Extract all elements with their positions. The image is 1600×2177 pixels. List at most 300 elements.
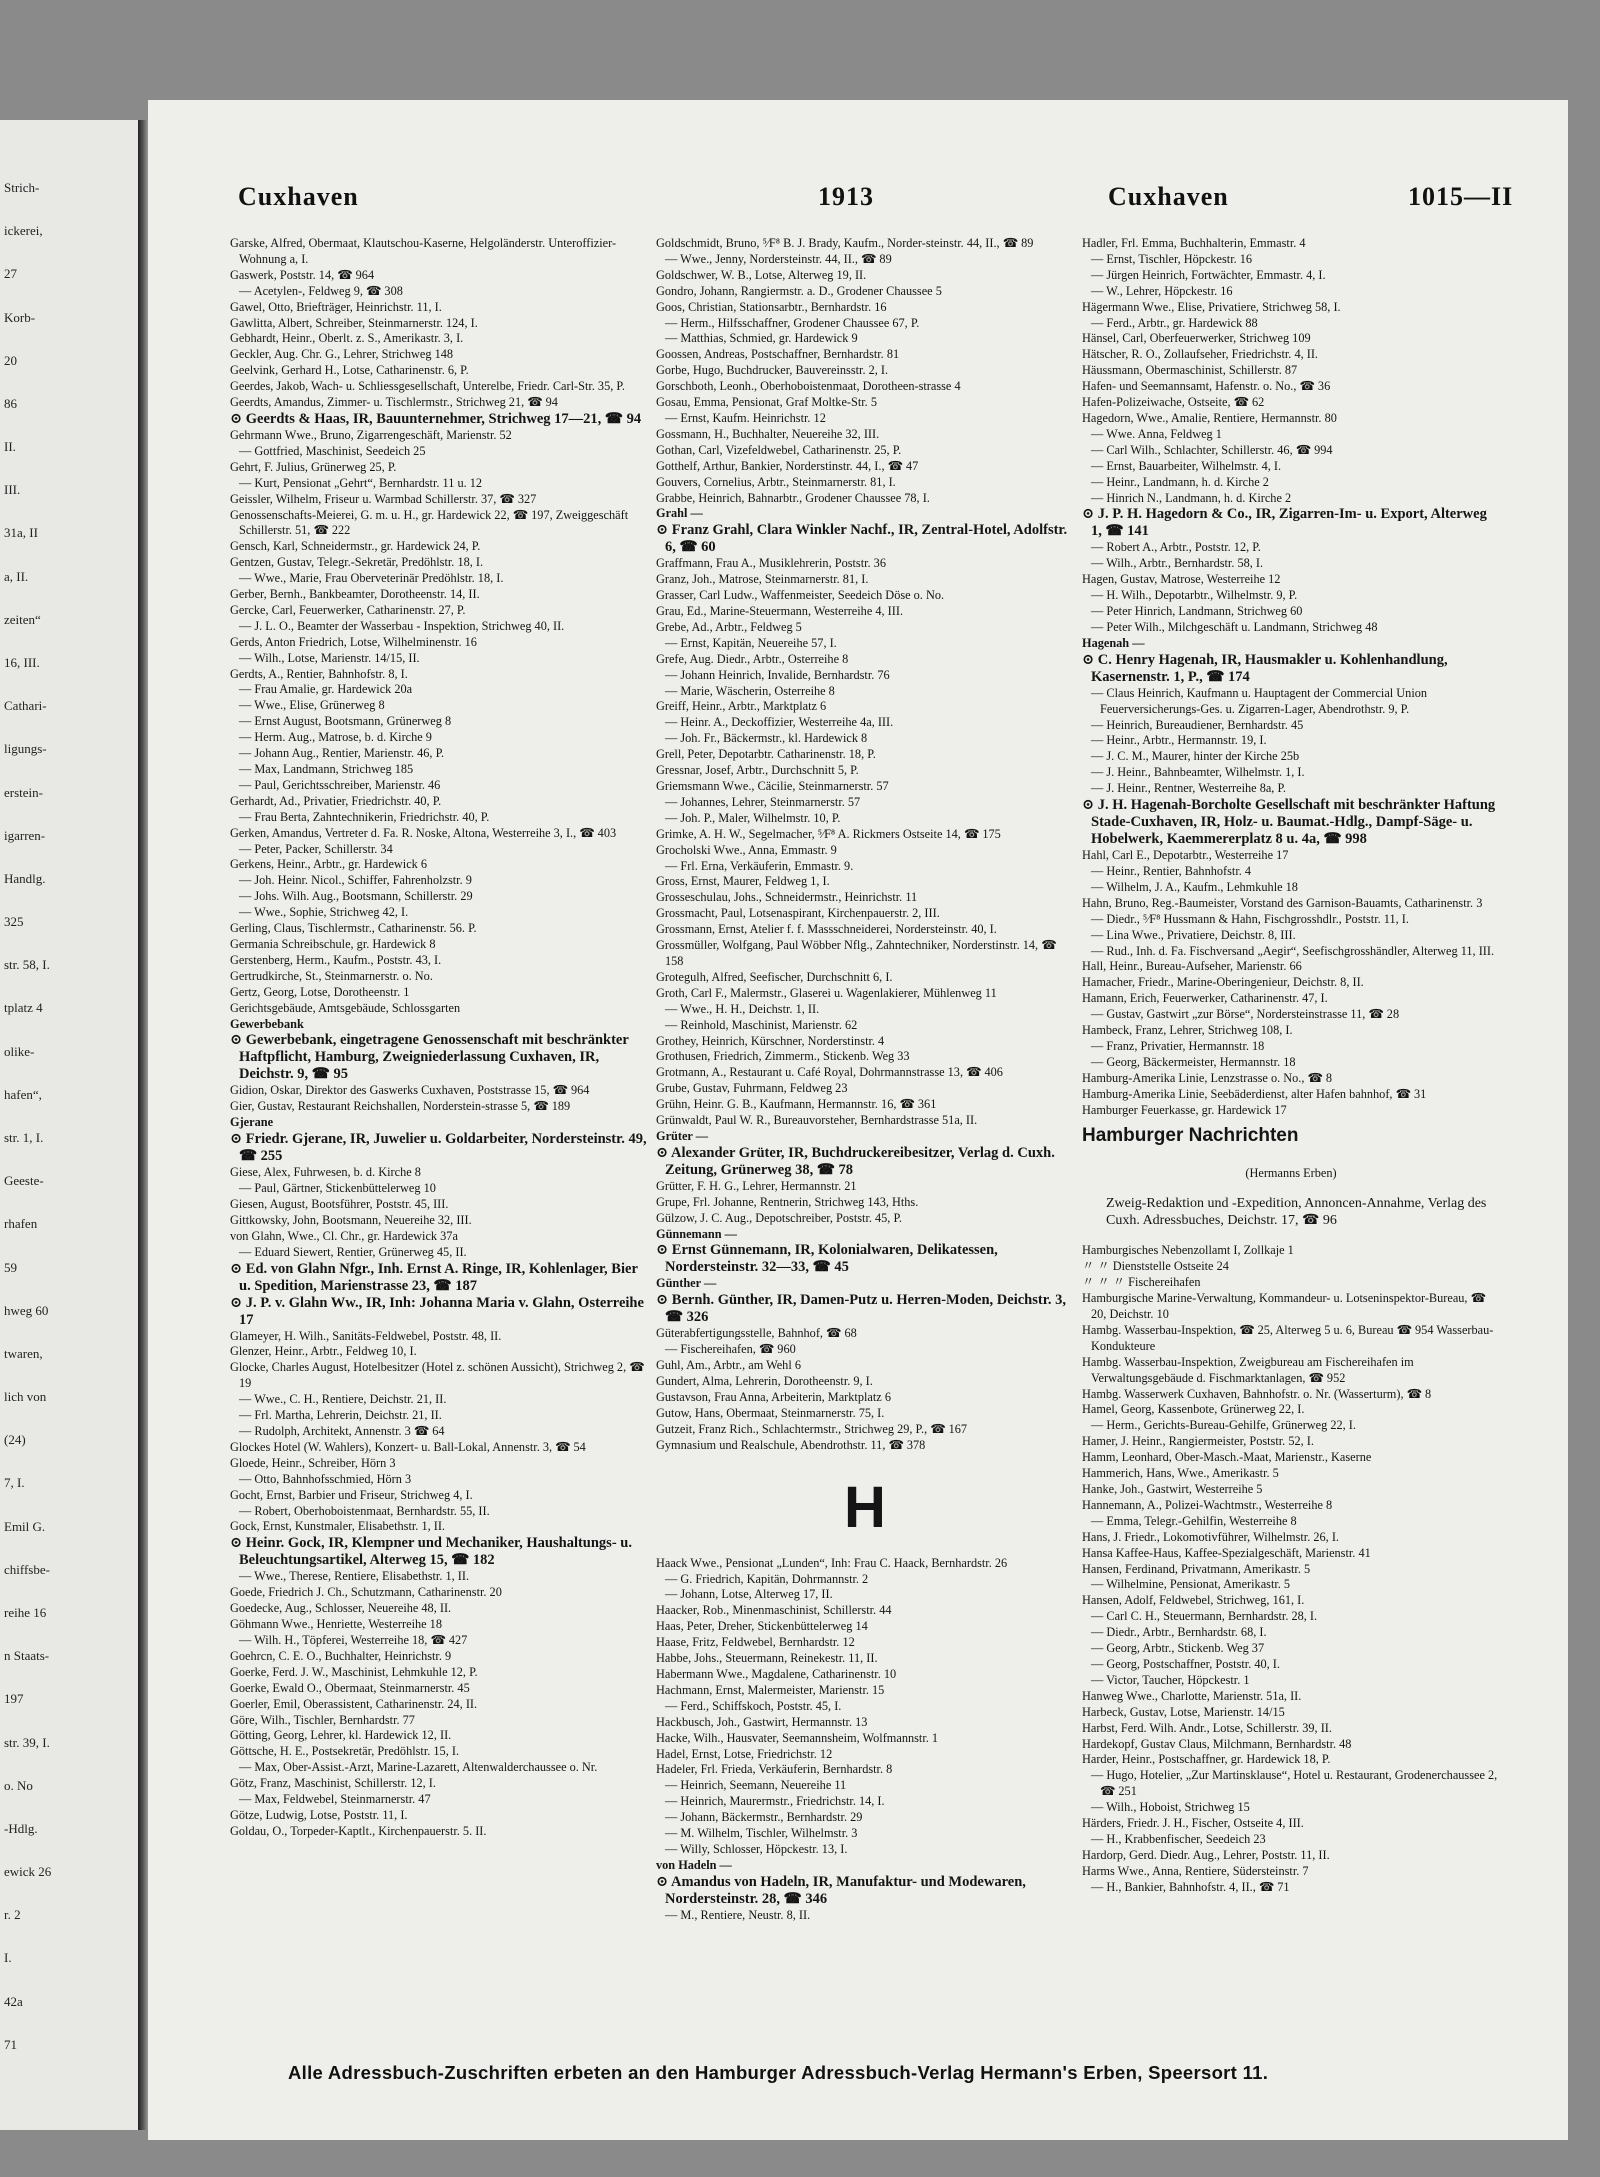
sub-entry: — Wwe., H. H., Deichstr. 1, II. bbox=[665, 1001, 820, 1016]
directory-entry: Grossmacht, Paul, Lotsenaspirant, Kirchenpauerstr. 2, III. bbox=[656, 906, 940, 921]
directory-entry: Goerler, Emil, Oberassistent, Catharinenstr. 24, II. bbox=[230, 1696, 478, 1711]
sub-entry: — Franz, Privatier, Hermannstr. 18 bbox=[1091, 1038, 1265, 1053]
sub-entry: — Victor, Taucher, Höpckestr. 1 bbox=[1091, 1672, 1250, 1687]
directory-entry: Hahl, Carl E., Depotarbtr., Westerreihe 17 bbox=[1082, 848, 1289, 863]
directory-entry: Göre, Wilh., Tischler, Bernhardstr. 77 bbox=[230, 1712, 415, 1727]
directory-entry: Gross, Ernst, Maurer, Feldweg 1, I. bbox=[656, 874, 830, 889]
sub-entry: — Ernst, Tischler, Höpckestr. 16 bbox=[1091, 251, 1253, 266]
left-page-text-fragment: str. 1, I. bbox=[4, 1130, 44, 1145]
directory-entry: Hafen- und Seemannsamt, Hafenstr. o. No., ☎ 36 bbox=[1082, 379, 1331, 394]
left-page-text-fragment: str. 58, I. bbox=[4, 957, 50, 973]
directory-entry: Grimke, A. H. W., Segelmacher, ⁵⁄F⁸ A. Rickmers Ostseite 14, ☎ 175 bbox=[656, 826, 1001, 841]
left-page-text-fragment: Emil G. bbox=[4, 1518, 46, 1534]
directory-entry: Gawlitta, Albert, Schreiber, Steinmarnerstr. 124, I. bbox=[230, 315, 478, 330]
directory-entry: Giese, Alex, Fuhrwesen, b. d. Kirche 8 bbox=[230, 1165, 421, 1180]
directory-entry: Göhmann Wwe., Henriette, Westerreihe 18 bbox=[230, 1617, 442, 1632]
sub-entry: — Johann Heinrich, Invalide, Bernhardstr. 76 bbox=[665, 667, 890, 682]
directory-entry: Hambeck, Franz, Lehrer, Strichweg 108, I. bbox=[1082, 1023, 1293, 1038]
directory-entry: Guhl, Am., Arbtr., am Wehl 6 bbox=[656, 1358, 801, 1373]
left-page-text-fragment: III. bbox=[4, 482, 21, 498]
directory-entry: Grabbe, Heinrich, Bahnarbtr., Grodener Chaussee 78, I. bbox=[656, 490, 930, 505]
sub-entry: — H., Krabbenfischer, Seedeich 23 bbox=[1091, 1831, 1266, 1846]
sub-entry: — M., Rentiere, Neustr. 8, II. bbox=[665, 1907, 811, 1922]
directory-entry: Güterabfertigungsstelle, Bahnhof, ☎ 68 bbox=[656, 1326, 857, 1341]
sub-entry: — Georg, Arbtr., Stickenb. Weg 37 bbox=[1091, 1641, 1265, 1656]
firm-heading: Günther — bbox=[656, 1276, 717, 1291]
sub-entry: — J. C. M., Maurer, hinter der Kirche 25b bbox=[1091, 749, 1300, 764]
left-page-text-fragment: 20 bbox=[4, 352, 17, 368]
directory-entry: Haack Wwe., Pensionat „Lunden“, Inh: Frau C. Haack, Bernhardstr. 26 bbox=[656, 1555, 1008, 1570]
sub-entry: — J. Heinr., Rentner, Westerreihe 8a, P. bbox=[1091, 781, 1286, 796]
sub-entry: — J. L. O., Beamter der Wasserbau - Inspektion, Strichweg 40, II. bbox=[239, 618, 565, 633]
sub-entry: — Rudolph, Architekt, Annenstr. 3 ☎ 64 bbox=[239, 1424, 445, 1438]
directory-entry: von Glahn, Wwe., Cl. Chr., gr. Hardewick 37a bbox=[230, 1228, 458, 1243]
firm-entry: ⊙ Gewerbebank, eingetragene Genossenschaft mit beschränkter Haftpflicht, Hamburg, Zweigniederlassung Cuxhaven, IR, Deichstr. 9, ☎ 95 bbox=[230, 1032, 629, 1083]
directory-entry: Gosau, Emma, Pensionat, Graf Moltke-Str. 5 bbox=[656, 395, 877, 410]
sub-entry: — Claus Heinrich, Kaufmann u. Hauptagent der Commercial Union Feuerversicherungs-Ges. u. Zigarren-Lager, Abendrothstr. 9, P. bbox=[1091, 685, 1428, 716]
sub-entry: — Johann Aug., Rentier, Marienstr. 46, P. bbox=[239, 746, 445, 761]
firm-entry: ⊙ Ed. von Glahn Nfgr., Inh. Ernst A. Ringe, IR, Kohlenlager, Bier u. Spedition, Marienstrasse 23, ☎ 187 bbox=[230, 1260, 638, 1294]
sub-entry: — Heinr. A., Deckoffizier, Westerreihe 4a, III. bbox=[665, 715, 894, 730]
sub-entry: — Ferd., Schiffskoch, Poststr. 45, I. bbox=[665, 1698, 842, 1713]
directory-entry: Gerds, Anton Friedrich, Lotse, Wilhelminenstr. 16 bbox=[230, 634, 477, 649]
column-3 bbox=[1082, 236, 1500, 2066]
sub-entry: — Hugo, Hotelier, „Zur Martinsklause“, Hotel u. Restaurant, Grodenerchaussee 2, ☎ 251 bbox=[1091, 1768, 1498, 1799]
directory-entry: Grebe, Ad., Arbtr., Feldweg 5 bbox=[656, 619, 802, 634]
directory-entry: Graffmann, Frau A., Musiklehrerin, Poststr. 36 bbox=[656, 556, 886, 571]
directory-entry: Grotmann, A., Restaurant u. Café Royal, Dohrmannstrasse 13, ☎ 406 bbox=[656, 1065, 1003, 1080]
directory-entry: Hagedorn, Wwe., Amalie, Rentiere, Hermannstr. 80 bbox=[1082, 410, 1337, 425]
sub-entry: — Rud., Inh. d. Fa. Fischversand „Aegir“, Seefischgrosshändler, Alterweg 11, III. bbox=[1091, 943, 1495, 958]
book-gutter bbox=[138, 120, 148, 2130]
sub-entry: — Max, Ober-Assist.-Arzt, Marine-Lazarett, Altenwalderchaussee o. Nr. bbox=[239, 1760, 598, 1775]
directory-entry: Geerdts, Amandus, Zimmer- u. Tischlermstr., Strichweg 21, ☎ 94 bbox=[230, 395, 558, 410]
directory-entry: Hachmann, Ernst, Malermeister, Marienstr. 15 bbox=[656, 1682, 885, 1697]
left-page-text-fragment: chiffsbe- bbox=[4, 1561, 50, 1577]
directory-entry: Grupe, Frl. Johanne, Rentnerin, Strichweg 143, Hths. bbox=[656, 1194, 919, 1209]
left-page-text-fragment: Strich- bbox=[4, 180, 40, 195]
sub-entry: — Wwe., Elise, Grünerweg 8 bbox=[239, 698, 385, 713]
directory-entry: Groth, Carl F., Malermstr., Glaserei u. Wagenlakierer, Mühlenweg 11 bbox=[656, 985, 997, 1000]
sub-entry: — J. Heinr., Bahnbeamter, Wilhelmstr. 1, I. bbox=[1091, 765, 1305, 780]
directory-entry: Glockes Hotel (W. Wahlers), Konzert- u. Ball-Lokal, Annenstr. 3, ☎ 54 bbox=[230, 1439, 586, 1454]
directory-entry: Hahn, Bruno, Reg.-Baumeister, Vorstand des Garnison-Bauamts, Catharinenstr. 3 bbox=[1082, 895, 1483, 910]
sub-entry: — M. Wilhelm, Tischler, Wilhelmstr. 3 bbox=[665, 1826, 858, 1841]
sub-entry: — Frau Amalie, gr. Hardewick 20a bbox=[239, 682, 413, 697]
sub-entry: — Georg, Postschaffner, Poststr. 40, I. bbox=[1091, 1656, 1280, 1671]
advert-body: Zweig-Redaktion und -Expedition, Annoncen-Annahme, Verlag des Cuxh. Adressbuches, Deichstr. 17, ☎ 96 bbox=[1106, 1196, 1487, 1229]
directory-entry: Grothey, Heinrich, Kürschner, Norderstinstr. 4 bbox=[656, 1033, 885, 1048]
directory-entry: 〃 〃 Dienststelle Ostseite 24 bbox=[1082, 1259, 1229, 1274]
sub-entry: — Acetylen-, Feldweg 9, ☎ 308 bbox=[239, 283, 403, 298]
directory-entry: Gittkowsky, John, Bootsmann, Neuereihe 32, III. bbox=[230, 1212, 472, 1227]
sub-entry: — Gustav, Gastwirt „zur Börse“, Nordersteinstrasse 11, ☎ 28 bbox=[1091, 1007, 1400, 1022]
directory-entry: Genossenschafts-Meierei, G. m. u. H., gr. Hardewick 22, ☎ 197, Zweiggeschäft Schillerstr. 51, ☎ 222 bbox=[230, 507, 629, 538]
left-page-text-fragment: II. bbox=[4, 439, 16, 455]
directory-entry: Gertrudkirche, St., Steinmarnerstr. o. No. bbox=[230, 968, 433, 983]
sub-entry: — Robert, Oberhoboistenmaat, Bernhardstr. 55, II. bbox=[239, 1503, 490, 1518]
directory-entry: Götting, Georg, Lehrer, kl. Hardewick 12, II. bbox=[230, 1728, 452, 1743]
directory-entry: Hanke, Joh., Gastwirt, Westerreihe 5 bbox=[1082, 1482, 1263, 1496]
directory-entry: Glameyer, H. Wilh., Sanitäts-Feldwebel, Poststr. 48, II. bbox=[230, 1328, 502, 1343]
sub-entry: — Wilh. H., Töpferei, Westerreihe 18, ☎ 427 bbox=[239, 1632, 468, 1647]
directory-entry: Harbst, Ferd. Wilh. Andr., Lotse, Schillerstr. 39, II. bbox=[1082, 1720, 1332, 1735]
page-footer-notice: Alle Adressbuch-Zuschriften erbeten an den Hamburger Adressbuch-Verlag Hermann's Erben, Speersort 11. bbox=[288, 2062, 1269, 2083]
directory-entry: Gutow, Hans, Obermaat, Steinmarnerstr. 75, I. bbox=[656, 1405, 885, 1420]
directory-entry: Geckler, Aug. Chr. G., Lehrer, Strichweg 148 bbox=[230, 347, 454, 362]
sub-entry: — Johann, Bäckermstr., Bernhardstr. 29 bbox=[665, 1810, 863, 1825]
directory-entry: Goedecke, Aug., Schlosser, Neuereihe 48, II. bbox=[230, 1601, 452, 1616]
directory-entry: Grasser, Carl Ludw., Waffenmeister, Seedeich Döse o. No. bbox=[656, 588, 945, 603]
directory-entry: Hans, J. Friedr., Lokomotivführer, Wilhelmstr. 26, I. bbox=[1082, 1529, 1339, 1544]
directory-entry: Hamann, Erich, Feuerwerker, Catharinenstr. 47, I. bbox=[1082, 991, 1328, 1006]
directory-entry: Gymnasium und Realschule, Abendrothstr. 11, ☎ 378 bbox=[656, 1437, 926, 1452]
sub-entry: — Heinrich, Bureaudiener, Bernhardstr. 45 bbox=[1091, 717, 1304, 732]
left-page-text-fragment: a, II. bbox=[4, 568, 29, 584]
directory-entry: Gouvers, Cornelius, Arbtr., Steinmarnerstr. 81, I. bbox=[656, 474, 896, 489]
directory-entry: Hamburger Feuerkasse, gr. Hardewick 17 bbox=[1082, 1102, 1287, 1117]
directory-entry: Gorbe, Hugo, Buchdrucker, Bauvereinsstr. 2, I. bbox=[656, 363, 889, 378]
firm-entry: ⊙ Friedr. Gjerane, IR, Juwelier u. Goldarbeiter, Nordersteinstr. 49, ☎ 255 bbox=[230, 1131, 647, 1165]
directory-entry: Gocht, Ernst, Barbier und Friseur, Strichweg 4, I. bbox=[230, 1487, 473, 1502]
sub-entry: — Carl C. H., Steuermann, Bernhardstr. 28, I. bbox=[1091, 1609, 1318, 1624]
left-page-fragment bbox=[0, 120, 141, 2130]
sub-entry: — Herm. Aug., Matrose, b. d. Kirche 9 bbox=[239, 730, 432, 745]
left-page-text-fragment: tplatz 4 bbox=[4, 1000, 43, 1016]
sub-entry: — Diedr., ⁵⁄F⁸ Hussmann & Hahn, Fischgrosshdlr., Poststr. 11, I. bbox=[1091, 911, 1409, 926]
left-page-text-fragment: ligungs- bbox=[4, 741, 47, 757]
left-page-text-fragment: rhafen bbox=[4, 1216, 38, 1232]
left-page-text-fragment: zeiten“ bbox=[4, 611, 41, 627]
directory-entry: Göttsche, H. E., Postsekretär, Predöhlstr. 15, I. bbox=[230, 1744, 460, 1759]
sub-entry: — Emma, Telegr.-Gehilfin, Westerreihe 8 bbox=[1091, 1513, 1297, 1528]
directory-entry: Goldschwer, W. B., Lotse, Alterweg 19, II. bbox=[656, 267, 867, 282]
firm-heading: von Hadeln — bbox=[656, 1857, 732, 1872]
directory-entry: Hamburgische Marine-Verwaltung, Kommandeur- u. Lotseninspektor-Bureau, ☎ 20, Deichstr. 10 bbox=[1082, 1291, 1486, 1322]
directory-entry: Harbeck, Gustav, Lotse, Marienstr. 14/15 bbox=[1082, 1704, 1285, 1719]
directory-entry: Hall, Heinr., Bureau-Aufseher, Marienstr. 66 bbox=[1082, 959, 1302, 974]
sub-entry: — Heinrich, Seemann, Neuereihe 11 bbox=[665, 1778, 847, 1793]
left-page-text-fragment: hweg 60 bbox=[4, 1302, 49, 1318]
directory-entry: Goldau, O., Torpeder-Kaptlt., Kirchenpauerstr. 5. II. bbox=[230, 1823, 487, 1838]
directory-entry: Hadel, Ernst, Lotse, Friedrichstr. 12 bbox=[656, 1746, 833, 1761]
sub-entry: — Max, Landmann, Strichweg 185 bbox=[239, 762, 414, 776]
directory-entry: Hambg. Wasserwerk Cuxhaven, Bahnhofstr. o. Nr. (Wasserturm), ☎ 8 bbox=[1082, 1386, 1432, 1401]
directory-entry: Gerken, Amandus, Vertreter d. Fa. R. Noske, Altona, Westerreihe 3, I., ☎ 403 bbox=[230, 825, 617, 840]
firm-entry: ⊙ J. H. Hagenah-Borcholte Gesellschaft mit beschränkter Haftung Stade-Cuxhaven, IR, Holz- u. Baumat.-Hdlg., Dampf-Säge- u. Hobelwerk, Kaemmererplatz 8 u. 4a, ☎ 998 bbox=[1082, 797, 1496, 848]
sub-entry: — Wilh., Lotse, Marienstr. 14/15, II. bbox=[239, 650, 420, 665]
advert-title: Hamburger Nachrichten bbox=[1082, 1124, 1299, 1146]
firm-entry: ⊙ J. P. v. Glahn Ww., IR, Inh: Johanna Maria v. Glahn, Osterreihe 17 bbox=[230, 1294, 644, 1328]
left-page-text-fragment: 42a bbox=[4, 1993, 23, 2009]
column-2 bbox=[656, 236, 1074, 2066]
page-header bbox=[238, 182, 1558, 218]
directory-entry: Geissler, Wilhelm, Friseur u. Warmbad Schillerstr. 37, ☎ 327 bbox=[230, 491, 537, 506]
sub-entry: — Wwe., Jenny, Nordersteinstr. 44, II., ☎ 89 bbox=[665, 251, 892, 266]
directory-entry: Haase, Fritz, Feldwebel, Bernhardstr. 12 bbox=[656, 1635, 855, 1650]
left-page-text-fragment: 59 bbox=[4, 1259, 17, 1275]
left-page-text-fragment: Geeste- bbox=[4, 1173, 44, 1189]
directory-entry: Gressnar, Josef, Arbtr., Durchschnitt 5, P. bbox=[656, 763, 859, 778]
directory-entry: Grünwaldt, Paul W. R., Bureauvorsteher, Bernhardstrasse 51a, II. bbox=[656, 1113, 978, 1128]
directory-entry: Hanweg Wwe., Charlotte, Marienstr. 51a, II. bbox=[1082, 1688, 1302, 1703]
left-page-text-fragment: twaren, bbox=[4, 1345, 43, 1361]
left-page-text-fragment: 325 bbox=[4, 914, 24, 930]
directory-entry: Gerkens, Heinr., Arbtr., gr. Hardewick 6 bbox=[230, 857, 428, 872]
sub-entry: — Eduard Siewert, Rentier, Grünerweg 45, II. bbox=[239, 1244, 467, 1259]
directory-entry: Grefe, Aug. Diedr., Arbtr., Osterreihe 8 bbox=[656, 651, 849, 666]
directory-entry: Griemsmann Wwe., Cäcilie, Steinmarnerstr. 57 bbox=[656, 779, 889, 793]
left-page-text-fragment: 7, I. bbox=[4, 1475, 25, 1491]
left-page-text-fragment: 27 bbox=[4, 266, 17, 282]
left-page-text-fragment: igarren- bbox=[4, 827, 46, 843]
directory-entry: Hansen, Adolf, Feldwebel, Strichweg, 161, I. bbox=[1082, 1593, 1305, 1608]
directory-entry: Gidion, Oskar, Direktor des Gaswerks Cuxhaven, Poststrasse 15, ☎ 964 bbox=[230, 1083, 590, 1098]
directory-entry: Goossen, Andreas, Postschaffner, Bernhardstr. 81 bbox=[656, 347, 900, 362]
directory-entry: Garske, Alfred, Obermaat, Klautschou-Kaserne, Helgoländerstr. Unteroffizier-Wohnung a, I. bbox=[230, 236, 617, 266]
directory-entry: Glenzer, Heinr., Arbtr., Feldweg 10, I. bbox=[230, 1344, 417, 1359]
sub-entry: — Peter, Packer, Schillerstr. 34 bbox=[239, 841, 393, 856]
directory-entry: Hagen, Gustav, Matrose, Westerreihe 12 bbox=[1082, 572, 1281, 587]
sub-entry: — Otto, Bahnhofsschmied, Hörn 3 bbox=[239, 1471, 412, 1486]
sub-entry: — Heinrich, Maurermstr., Friedrichstr. 14, I. bbox=[665, 1794, 885, 1809]
sub-entry: — Wilh., Hoboist, Strichweg 15 bbox=[1091, 1800, 1250, 1815]
sub-entry: — Wwe. Anna, Feldweg 1 bbox=[1091, 426, 1222, 441]
left-page-text-fragment: olike- bbox=[4, 1043, 35, 1059]
directory-entry: Gehrmann Wwe., Bruno, Zigarrengeschäft, Marienstr. 52 bbox=[230, 427, 512, 442]
firm-heading: Grüter — bbox=[656, 1128, 709, 1143]
sub-entry: — Johann, Lotse, Alterweg 17, II. bbox=[665, 1587, 833, 1602]
firm-heading: Grahl — bbox=[656, 506, 703, 521]
directory-entry: Hackbusch, Joh., Gastwirt, Hermannstr. 13 bbox=[656, 1714, 868, 1729]
directory-entry: Gerber, Bernh., Bankbeamter, Dorotheenstr. 14, II. bbox=[230, 587, 480, 602]
left-page-text-fragment: 197 bbox=[4, 1691, 24, 1707]
directory-entry: Hacke, Wilh., Hausvater, Seemannsheim, Wolfmannstr. 1 bbox=[656, 1730, 939, 1745]
directory-entry: Gawel, Otto, Briefträger, Heinrichstr. 11, I. bbox=[230, 299, 442, 314]
directory-entry: Giesen, August, Bootsführer, Poststr. 45, III. bbox=[230, 1196, 449, 1211]
sub-entry: — Carl Wilh., Schlachter, Schillerstr. 46, ☎ 994 bbox=[1091, 442, 1333, 457]
sub-entry: — Lina Wwe., Privatiere, Deichstr. 8, III. bbox=[1091, 927, 1296, 942]
sub-entry: — Diedr., Arbtr., Bernhardstr. 68, I. bbox=[1091, 1625, 1267, 1640]
sub-entry: — Herm., Gerichts-Bureau-Gehilfe, Grünerweg 22, I. bbox=[1091, 1418, 1356, 1433]
sub-entry: — Paul, Gerichtsschreiber, Marienstr. 46 bbox=[239, 777, 441, 792]
directory-entry: Gerdts, A., Rentier, Bahnhofstr. 8, I. bbox=[230, 666, 408, 681]
directory-entry: Häussmann, Obermaschinist, Schillerstr. 87 bbox=[1082, 363, 1298, 378]
directory-page bbox=[148, 100, 1568, 2140]
firm-entry: ⊙ Alexander Grüter, IR, Buchdruckereibesitzer, Verlag d. Cuxh. Zeitung, Grünerweg 38, ☎ 78 bbox=[656, 1144, 1055, 1178]
left-page-text-fragment: ickerei, bbox=[4, 223, 43, 239]
firm-entry: ⊙ Bernh. Günther, IR, Damen-Putz u. Herren-Moden, Deichstr. 3, ☎ 326 bbox=[656, 1292, 1066, 1326]
sub-entry: — Max, Feldwebel, Steinmarnerstr. 47 bbox=[239, 1792, 431, 1807]
directory-entry: Hamburg-Amerika Linie, Lenzstrasse o. No., ☎ 8 bbox=[1082, 1070, 1333, 1085]
sub-entry: — Wwe., Sophie, Strichweg 42, I. bbox=[239, 905, 409, 920]
directory-entry: Glocke, Charles August, Hotelbesitzer (Hotel z. schönen Aussicht), Strichweg 2, ☎ 19 bbox=[230, 1360, 645, 1391]
sub-entry: — Ernst, Kapitän, Neuereihe 57, I. bbox=[665, 635, 837, 650]
directory-entry: Grothusen, Friedrich, Zimmerm., Stickenb. Weg 33 bbox=[656, 1049, 910, 1064]
sub-entry: — Frl. Martha, Lehrerin, Deichstr. 21, II. bbox=[239, 1408, 442, 1423]
directory-entry: Hänsel, Carl, Oberfeuerwerker, Strichweg 109 bbox=[1082, 331, 1311, 346]
directory-entry: Grube, Gustav, Fuhrmann, Feldweg 23 bbox=[656, 1081, 848, 1096]
sub-entry: — Herm., Hilfsschaffner, Grodener Chaussee 67, P. bbox=[665, 315, 920, 330]
sub-entry: — Ferd., Arbtr., gr. Hardewick 88 bbox=[1091, 315, 1258, 330]
firm-entry: ⊙ C. Henry Hagenah, IR, Hausmakler u. Kohlenhandlung, Kasernenstr. 1, P., ☎ 174 bbox=[1082, 651, 1448, 685]
sub-entry: — Johs. Wilh. Aug., Bootsmann, Schillerstr. 29 bbox=[239, 889, 473, 904]
directory-entry: Hardorp, Gerd. Diedr. Aug., Lehrer, Poststr. 11, II. bbox=[1082, 1847, 1330, 1862]
directory-entry: Grossmüller, Wolfgang, Paul Wöbber Nflg., Zahntechniker, Norderstinstr. 14, ☎ 158 bbox=[656, 938, 1057, 968]
sub-entry: — Joh. Heinr. Nicol., Schiffer, Fahrenholzstr. 9 bbox=[239, 873, 472, 888]
sub-entry: — Wilhelmine, Pensionat, Amerikastr. 5 bbox=[1091, 1577, 1291, 1592]
sub-entry: — Peter Hinrich, Landmann, Strichweg 60 bbox=[1091, 604, 1303, 619]
directory-entry: Goehrcn, C. E. O., Buchhalter, Heinrichstr. 9 bbox=[230, 1648, 452, 1663]
left-page-text-fragment: str. 39, I. bbox=[4, 1734, 50, 1750]
directory-entry: Gehrt, F. Julius, Grünerweg 25, P. bbox=[230, 459, 397, 474]
directory-entry: Götze, Ludwig, Lotse, Poststr. 11, I. bbox=[230, 1807, 408, 1822]
header-right-town: Cuxhaven bbox=[1108, 182, 1229, 211]
sub-entry: — Peter Wilh., Milchgeschäft u. Landmann, Strichweg 48 bbox=[1091, 619, 1378, 634]
directory-entry: Gertz, Georg, Lotse, Dorotheenstr. 1 bbox=[230, 984, 410, 999]
sub-entry: — Robert A., Arbtr., Poststr. 12, P. bbox=[1091, 540, 1261, 555]
sub-entry: — Ernst, Bauarbeiter, Wilhelmstr. 4, I. bbox=[1091, 458, 1282, 473]
directory-entry: Gondro, Johann, Rangiermstr. a. D., Grodener Chaussee 5 bbox=[656, 283, 942, 298]
directory-entry: Haas, Peter, Dreher, Stickenbüttelerweg 14 bbox=[656, 1619, 868, 1634]
directory-entry: Hambg. Wasserbau-Inspektion, Zweigbureau am Fischereihafen im Verwaltungsgebäude d. Fischmarktanlagen, ☎ 952 bbox=[1082, 1354, 1414, 1385]
directory-entry: Gülzow, J. C. Aug., Depotschreiber, Poststr. 45, P. bbox=[656, 1210, 903, 1225]
directory-entry: Hansen, Ferdinand, Privatmann, Amerikastr. 5 bbox=[1082, 1561, 1311, 1576]
directory-entry: Grosseschulau, Johs., Schneidermstr., Heinrichstr. 11 bbox=[656, 890, 918, 905]
sub-entry: — Kurt, Pensionat „Gehrt“, Bernhardstr. 11 u. 12 bbox=[239, 475, 483, 490]
firm-heading: Gjerane bbox=[230, 1115, 274, 1130]
directory-entry: Goede, Friedrich J. Ch., Schutzmann, Catharinenstr. 20 bbox=[230, 1585, 502, 1600]
left-page-text-fragment: lich von bbox=[4, 1389, 47, 1405]
firm-heading: Hagenah — bbox=[1082, 635, 1145, 650]
directory-entry: Geerdes, Jakob, Wach- u. Schliessgesellschaft, Unterelbe, Friedr. Carl-Str. 35, P. bbox=[230, 379, 625, 394]
column-1 bbox=[230, 236, 648, 2066]
sub-entry: — Wwe., Therese, Rentiere, Elisabethstr. 1, II. bbox=[239, 1569, 470, 1584]
sub-entry: — Reinhold, Maschinist, Marienstr. 62 bbox=[665, 1017, 858, 1032]
sub-entry: — Willy, Schlosser, Höpckestr. 13, I. bbox=[665, 1841, 848, 1856]
directory-entry: Grau, Ed., Marine-Steuermann, Westerreihe 4, III. bbox=[656, 604, 904, 619]
left-page-text-fragment: -Hdlg. bbox=[4, 1820, 38, 1836]
sub-entry: — Ernst August, Bootsmann, Grünerweg 8 bbox=[239, 714, 452, 729]
directory-entry: Goldschmidt, Bruno, ⁵⁄F⁸ B. J. Brady, Kaufm., Norder-steinstr. 44, II., ☎ 89 bbox=[656, 236, 1034, 250]
firm-entry: ⊙ Franz Grahl, Clara Winkler Nachf., IR, Zentral-Hotel, Adolfstr. 6, ☎ 60 bbox=[656, 522, 1068, 556]
directory-entry: Gothan, Carl, Vizefeldwebel, Catharinenstr. 25, P. bbox=[656, 442, 902, 457]
sub-entry: — Gottfried, Maschinist, Seedeich 25 bbox=[239, 443, 426, 458]
directory-entry: Gier, Gustav, Restaurant Reichshallen, Norderstein-strasse 5, ☎ 189 bbox=[230, 1099, 571, 1114]
sub-entry: — Joh. Fr., Bäckermstr., kl. Hardewick 8 bbox=[665, 731, 868, 746]
sub-entry: — Joh. P., Maler, Wilhelmstr. 10, P. bbox=[665, 810, 841, 825]
sub-entry: — Wwe., C. H., Rentiere, Deichstr. 21, II. bbox=[239, 1392, 447, 1407]
left-page-text-fragment: ewick 26 bbox=[4, 1864, 52, 1880]
directory-entry: Germania Schreibschule, gr. Hardewick 8 bbox=[230, 936, 436, 951]
directory-entry: Geelvink, Gerhard H., Lotse, Catharinenstr. 6, P. bbox=[230, 363, 469, 378]
header-left-town: Cuxhaven bbox=[238, 182, 359, 211]
firm-entry: ⊙ Amandus von Hadeln, IR, Manufaktur- und Modewaren, Nordersteinstr. 28, ☎ 346 bbox=[656, 1873, 1026, 1907]
sub-entry: — Hinrich N., Landmann, h. d. Kirche 2 bbox=[1091, 490, 1292, 505]
left-page-text-fragment: hafen“, bbox=[4, 1086, 42, 1102]
directory-entry: Gotthelf, Arthur, Bankier, Norderstinstr. 44, I., ☎ 47 bbox=[656, 458, 919, 473]
directory-entry: Harms Wwe., Anna, Rentiere, Südersteinstr. 7 bbox=[1082, 1863, 1309, 1878]
directory-entry: Gorschboth, Leonh., Oberhoboistenmaat, Dorotheen-strasse 4 bbox=[656, 379, 961, 394]
firm-entry: ⊙ Geerdts & Haas, IR, Bauunternehmer, Strichweg 17—21, ☎ 94 bbox=[230, 410, 642, 427]
directory-entry: Gaswerk, Poststr. 14, ☎ 964 bbox=[230, 267, 375, 282]
section-letter-heading: H bbox=[844, 1474, 886, 1540]
directory-entry: Gerichtsgebäude, Amtsgebäude, Schlossgarten bbox=[230, 1000, 461, 1015]
directory-entry: Grocholski Wwe., Anna, Emmastr. 9 bbox=[656, 842, 837, 857]
sub-entry: — Wwe., Marie, Frau Oberveterinär Predöhlstr. 18, I. bbox=[239, 571, 504, 586]
directory-entry: Goerke, Ferd. J. W., Maschinist, Lehmkuhle 12, P. bbox=[230, 1664, 478, 1679]
directory-entry: Hardekopf, Gustav Claus, Milchmann, Bernhardstr. 48 bbox=[1082, 1736, 1352, 1751]
directory-entry: Hamburgisches Nebenzollamt I, Zollkaje 1 bbox=[1082, 1243, 1294, 1258]
sub-entry: — Frl. Erna, Verkäuferin, Emmastr. 9. bbox=[665, 858, 854, 873]
directory-entry: Gossmann, H., Buchhalter, Neuereihe 32, III. bbox=[656, 426, 880, 441]
directory-entry: Hamacher, Friedr., Marine-Oberingenieur, Deichstr. 8, II. bbox=[1082, 975, 1364, 990]
directory-entry: Hamm, Leonhard, Ober-Masch.-Maat, Marienstr., Kaserne bbox=[1082, 1450, 1372, 1465]
directory-entry: Hamburg-Amerika Linie, Seebäderdienst, alter Hafen bahnhof, ☎ 31 bbox=[1082, 1086, 1427, 1101]
left-page-text-fragment: Handlg. bbox=[4, 870, 46, 886]
directory-entry: Gentzen, Gustav, Telegr.-Sekretär, Predöhlstr. 18, I. bbox=[230, 555, 484, 570]
directory-entry: Harder, Heinr., Postschaffner, gr. Hardewick 18, P. bbox=[1082, 1752, 1331, 1767]
sub-entry: — H., Bankier, Bahnhofstr. 4, II., ☎ 71 bbox=[1091, 1879, 1290, 1894]
sub-entry: — Marie, Wäscherin, Osterreihe 8 bbox=[665, 683, 835, 698]
left-page-text-fragment: 86 bbox=[4, 395, 17, 411]
directory-entry: Grell, Peter, Depotarbtr. Catharinenstr. 18, P. bbox=[656, 747, 876, 762]
left-page-text-fragment: 16, III. bbox=[4, 655, 40, 670]
directory-entry: Hägermann Wwe., Elise, Privatiere, Strichweg 58, I. bbox=[1082, 299, 1341, 314]
sub-entry: — Fischereihafen, ☎ 960 bbox=[665, 1342, 796, 1357]
directory-entry: Hadeler, Frl. Frieda, Verkäuferin, Bernhardstr. 8 bbox=[656, 1762, 893, 1777]
header-page-number: 1015—II bbox=[1408, 182, 1514, 211]
sub-entry: — Heinr., Arbtr., Hermannstr. 19, I. bbox=[1091, 733, 1267, 748]
directory-entry: Haacker, Rob., Minenmaschinist, Schillerstr. 44 bbox=[656, 1603, 892, 1618]
directory-entry: Habbe, Johs., Steuermann, Reinekestr. 11, II. bbox=[656, 1651, 878, 1666]
left-page-text-fragment: erstein- bbox=[4, 784, 43, 800]
directory-entry: Gutzeit, Franz Rich., Schlachtermstr., Strichweg 29, P., ☎ 167 bbox=[656, 1421, 968, 1436]
sub-entry: — Frau Berta, Zahntechnikerin, Friedrichstr. 40, P. bbox=[239, 809, 490, 824]
directory-entry: Grotegulh, Alfred, Seefischer, Durchschnitt 6, I. bbox=[656, 969, 893, 984]
directory-entry: Härders, Friedr. J. H., Fischer, Ostseite 4, III. bbox=[1082, 1816, 1304, 1831]
left-page-text-fragment: Cathari- bbox=[4, 698, 47, 714]
firm-entry: ⊙ Ernst Günnemann, IR, Kolonialwaren, Delikatessen, Nordersteinstr. 32—33, ☎ 45 bbox=[656, 1242, 998, 1276]
sub-entry: — Wilh., Arbtr., Bernhardstr. 58, I. bbox=[1091, 556, 1264, 571]
directory-entry: Gerhardt, Ad., Privatier, Friedrichstr. 40, P. bbox=[230, 793, 442, 808]
left-page-text-fragment: 71 bbox=[4, 2036, 17, 2052]
directory-entry: Hätscher, R. O., Zollaufseher, Friedrichstr. 4, II. bbox=[1082, 347, 1319, 362]
directory-entry: Hannemann, A., Polizei-Wachtmstr., Westerreihe 8 bbox=[1082, 1497, 1333, 1512]
directory-entry: Grühn, Heinr. G. B., Kaufmann, Hermannstr. 16, ☎ 361 bbox=[656, 1097, 937, 1112]
sub-entry: — Matthias, Schmied, gr. Hardewick 9 bbox=[665, 331, 858, 346]
left-page-text-fragment: (24) bbox=[4, 1432, 26, 1448]
sub-entry: — Johannes, Lehrer, Steinmarnerstr. 57 bbox=[665, 794, 861, 809]
sub-entry: — H. Wilh., Depotarbtr., Wilhelmstr. 9, P. bbox=[1091, 588, 1298, 603]
directory-entry: Gensch, Karl, Schneidermstr., gr. Hardewick 24, P. bbox=[230, 539, 481, 554]
firm-heading: Günnemann — bbox=[656, 1226, 737, 1241]
sub-entry: — Jürgen Heinrich, Fortwächter, Emmastr. 4, I. bbox=[1091, 267, 1326, 282]
sub-entry: — Heinr., Rentier, Bahnhofstr. 4 bbox=[1091, 864, 1252, 878]
header-year: 1913 bbox=[818, 182, 874, 211]
directory-entry: Hansa Kaffee-Haus, Kaffee-Spezialgeschäft, Marienstr. 41 bbox=[1082, 1545, 1371, 1560]
directory-entry: Götz, Franz, Maschinist, Schillerstr. 12, I. bbox=[230, 1776, 436, 1791]
sub-entry: — Heinr., Landmann, h. d. Kirche 2 bbox=[1091, 474, 1269, 489]
directory-entry: Hammerich, Hans, Wwe., Amerikastr. 5 bbox=[1082, 1466, 1279, 1481]
firm-entry: ⊙ J. P. H. Hagedorn & Co., IR, Zigarren-Im- u. Export, Alterweg 1, ☎ 141 bbox=[1082, 506, 1487, 540]
directory-entry: Hamel, Georg, Kassenbote, Grünerweg 22, I. bbox=[1082, 1402, 1305, 1417]
directory-entry: 〃 〃 〃 Fischereihafen bbox=[1082, 1275, 1201, 1290]
directory-entry: Gerling, Claus, Tischlermstr., Catharinenstr. 56. P. bbox=[230, 921, 477, 936]
left-page-text-fragment: 31a, II bbox=[4, 525, 38, 541]
sub-entry: — G. Friedrich, Kapitän, Dohrmannstr. 2 bbox=[665, 1571, 869, 1586]
directory-entry: Gundert, Alma, Lehrerin, Dorotheenstr. 9, I. bbox=[656, 1374, 873, 1389]
